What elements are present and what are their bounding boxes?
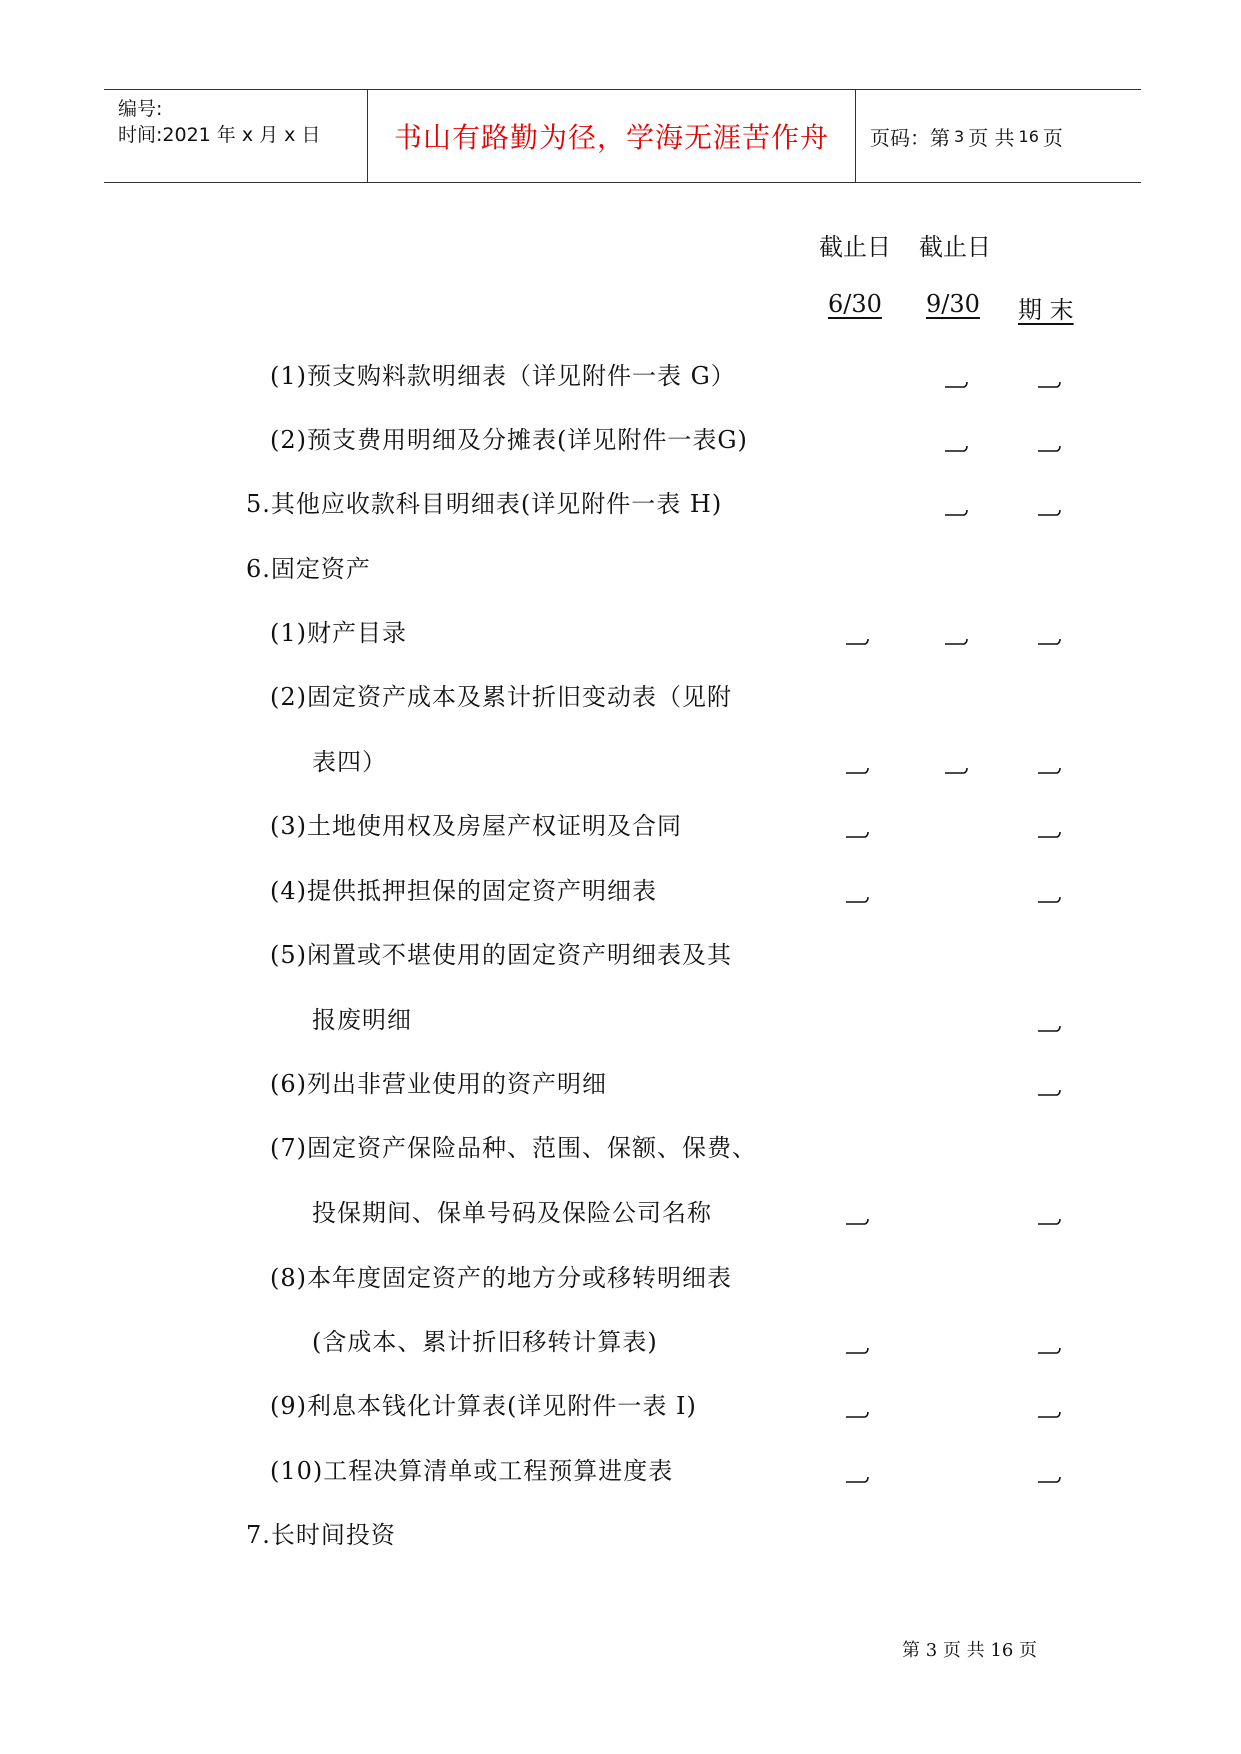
checklist-item: (5)闲置或不堪使用的固定资产明细表及其 (270, 941, 732, 969)
checklist-item: 5.其他应收款科目明细表(详见附件一表 H) (246, 490, 723, 518)
footer-page-number: 3 (925, 1640, 938, 1661)
blank-checkmark-icon (1037, 1217, 1061, 1227)
page-header (104, 89, 1141, 183)
footer-page-total: 16 (990, 1640, 1014, 1661)
column-header-date-930: 9/30 (926, 290, 980, 318)
time-label: 时间:2021 年 x 月 x 日 (118, 124, 321, 146)
checklist-item: (含成本、累计折旧移转计算表) (312, 1328, 658, 1356)
blank-checkmark-icon (944, 766, 968, 776)
header-motto-cell (367, 90, 856, 182)
blank-checkmark-icon (845, 830, 869, 840)
header-page-prefix: 页码：第 (870, 125, 950, 150)
blank-checkmark-icon (845, 766, 869, 776)
blank-checkmark-icon (1037, 1410, 1061, 1420)
blank-checkmark-icon (1037, 1475, 1061, 1485)
blank-checkmark-icon (845, 1475, 869, 1485)
blank-checkmark-icon (1037, 508, 1061, 518)
checklist-item: 6.固定资产 (246, 555, 371, 583)
blank-checkmark-icon (944, 444, 968, 454)
blank-checkmark-icon (1037, 895, 1061, 905)
checklist-item: 表四） (312, 748, 387, 776)
checklist-item: (9)利息本钱化计算表(详见附件一表 I) (270, 1392, 697, 1420)
blank-checkmark-icon (1037, 1088, 1061, 1098)
footer-suffix: 页 (1019, 1640, 1038, 1661)
header-page-total: 16 (1018, 126, 1039, 146)
checklist-item: (2)固定资产成本及累计折旧变动表（见附 (270, 683, 732, 711)
checklist-item: (1)预支购料款明细表（详见附件一表 G） (270, 362, 736, 390)
checklist-item: 投保期间、保单号码及保险公司名称 (312, 1199, 712, 1227)
blank-checkmark-icon (845, 1217, 869, 1227)
blank-checkmark-icon (845, 637, 869, 647)
blank-checkmark-icon (845, 1410, 869, 1420)
blank-checkmark-icon (1037, 766, 1061, 776)
blank-checkmark-icon (1037, 637, 1061, 647)
footer-mid: 页 共 (942, 1640, 985, 1661)
blank-checkmark-icon (944, 637, 968, 647)
checklist-item: (2)预支费用明细及分摊表(详见附件一表G) (270, 426, 748, 454)
blank-checkmark-icon (1037, 830, 1061, 840)
checklist-item: (7)固定资产保险品种、范围、保额、保费、 (270, 1134, 757, 1162)
blank-checkmark-icon (1037, 444, 1061, 454)
checklist-item: (10)工程决算清单或工程预算进度表 (270, 1457, 674, 1485)
checklist-item: 报废明细 (312, 1006, 412, 1034)
checklist-item: 7.长时间投资 (246, 1521, 396, 1549)
header-info-cell (104, 90, 366, 182)
column-header-cutoff-1: 截止日 (819, 233, 891, 261)
footer-prefix: 第 (902, 1640, 920, 1661)
blank-checkmark-icon (845, 895, 869, 905)
column-header-date-630: 6/30 (828, 290, 882, 318)
checklist-item: (4)提供抵押担保的固定资产明细表 (270, 877, 657, 905)
motto: 书山有路勤为径，学海无涯苦作舟 (393, 121, 829, 154)
column-header-period-end: 期 末 (1018, 296, 1074, 324)
blank-checkmark-icon (944, 380, 968, 390)
blank-checkmark-icon (1037, 380, 1061, 390)
column-header-cutoff-2: 截止日 (919, 233, 991, 261)
header-page-mid: 页 共 (968, 125, 1015, 150)
page-footer (902, 1636, 1037, 1662)
header-page-cell (856, 90, 1155, 182)
header-page-number: 3 (954, 126, 965, 146)
blank-checkmark-icon (1037, 1024, 1061, 1034)
checklist-item: (3)土地使用权及房屋产权证明及合同 (270, 812, 682, 840)
blank-checkmark-icon (1037, 1346, 1061, 1356)
serial-label: 编号: (118, 98, 163, 120)
checklist-item: (1)财产目录 (270, 619, 407, 647)
header-page-suffix: 页 (1042, 125, 1063, 150)
checklist-item: (8)本年度固定资产的地方分或移转明细表 (270, 1264, 732, 1292)
blank-checkmark-icon (944, 508, 968, 518)
checklist-item: (6)列出非营业使用的资产明细 (270, 1070, 607, 1098)
blank-checkmark-icon (845, 1346, 869, 1356)
